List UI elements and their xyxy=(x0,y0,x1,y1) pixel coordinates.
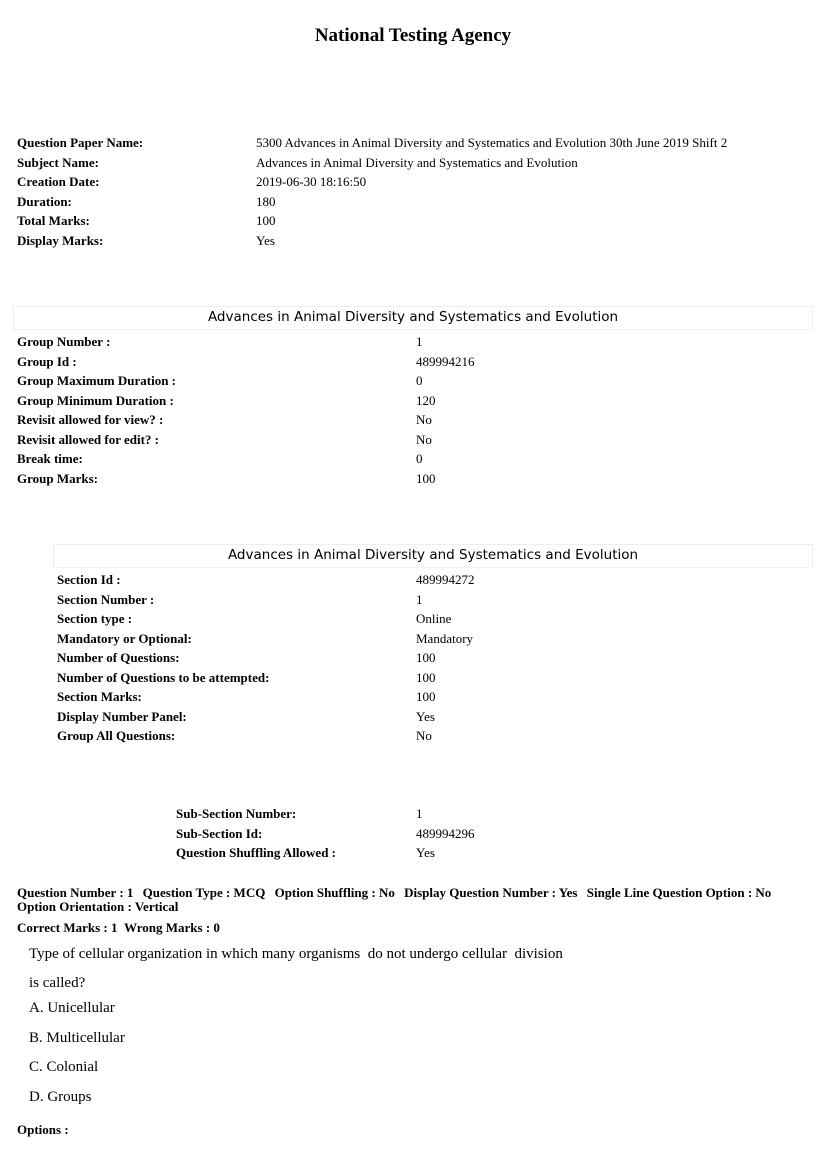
info-row xyxy=(17,133,807,153)
subsection-row xyxy=(176,804,806,824)
group-label: Revisit allowed for view? : xyxy=(17,412,164,427)
section-value: 100 xyxy=(416,689,436,704)
group-label: Break time: xyxy=(17,451,83,466)
group-value: 1 xyxy=(416,334,423,349)
option-a: A. Unicellular xyxy=(29,1000,115,1016)
info-label: Question Paper Name: xyxy=(17,135,144,150)
section-row xyxy=(57,726,807,746)
section-label: Number of Questions to be attempted: xyxy=(57,669,270,685)
info-row xyxy=(17,172,807,192)
section-label: Section Marks: xyxy=(57,689,142,704)
section-row xyxy=(57,570,807,590)
section-label: Number of Questions: xyxy=(57,650,180,665)
section-label: Group All Questions: xyxy=(57,728,176,743)
question-text-line: is called? xyxy=(29,975,86,991)
group-label: Group Id : xyxy=(17,353,77,369)
subsection-info xyxy=(176,804,806,863)
info-label: Total Marks: xyxy=(17,213,90,228)
section-row xyxy=(57,648,807,668)
option-c: C. Colonial xyxy=(29,1059,99,1075)
group-row xyxy=(17,352,807,372)
option-d: D. Groups xyxy=(29,1089,92,1105)
info-value: 2019-06-30 18:16:50 xyxy=(256,174,367,189)
subsection-value: 489994296 xyxy=(416,825,475,841)
group-row xyxy=(17,371,807,391)
section-value: 1 xyxy=(416,591,423,607)
group-label: Group Number : xyxy=(17,334,111,349)
group-value: No xyxy=(416,431,432,447)
section-row xyxy=(57,687,807,707)
group-title: Advances in Animal Diversity and Systematics and Evolution xyxy=(13,306,813,330)
group-row xyxy=(17,430,807,450)
section-row xyxy=(57,668,807,688)
info-label: Duration: xyxy=(17,193,72,209)
section-label: Display Number Panel: xyxy=(57,708,187,724)
option-orientation: Option Orientation : Vertical xyxy=(17,899,179,914)
section-label: Section Id : xyxy=(57,572,121,587)
correct-marks: Correct Marks : 1 xyxy=(17,920,118,935)
wrong-marks: Wrong Marks : 0 xyxy=(123,920,220,935)
info-value: 100 xyxy=(256,213,276,228)
display-question-number: Display Question Number : Yes xyxy=(404,885,578,900)
section-value: 100 xyxy=(416,669,436,685)
info-value: 5300 Advances in Animal Diversity and Systematics and Evolution 30th June 2019 Shift 2 xyxy=(256,135,728,150)
subsection-label: Sub-Section Number: xyxy=(176,806,297,821)
question-text xyxy=(29,940,729,998)
group-value: 0 xyxy=(416,373,423,388)
info-label: Creation Date: xyxy=(17,174,100,189)
section-row xyxy=(57,590,807,610)
section-value: No xyxy=(416,728,432,743)
group-label: Revisit allowed for edit? : xyxy=(17,431,160,447)
option-b: B. Multicellular xyxy=(29,1030,125,1046)
page-title: National Testing Agency xyxy=(314,25,512,46)
section-label: Mandatory or Optional: xyxy=(57,630,192,646)
section-row xyxy=(57,629,807,649)
group-label: Group Minimum Duration : xyxy=(17,392,174,408)
question-meta xyxy=(17,886,807,914)
info-value: Advances in Animal Diversity and Systematics and Evolution xyxy=(256,154,578,170)
section-title: Advances in Animal Diversity and Systematics and Evolution xyxy=(53,544,813,568)
info-value: 180 xyxy=(256,193,276,209)
group-label: Group Maximum Duration : xyxy=(17,373,177,388)
paper-info xyxy=(17,133,807,250)
group-row xyxy=(17,391,807,411)
info-row xyxy=(17,192,807,212)
subsection-label: Sub-Section Id: xyxy=(176,825,263,841)
info-label: Subject Name: xyxy=(17,154,99,170)
question-text-line: Type of cellular organization in which many organisms do not undergo cellular division xyxy=(29,946,563,962)
group-label: Group Marks: xyxy=(17,470,99,486)
section-value: Online xyxy=(416,611,452,626)
section-info xyxy=(57,570,807,746)
group-value: 489994216 xyxy=(416,353,475,369)
section-label: Section type : xyxy=(57,611,133,626)
info-row xyxy=(17,153,807,173)
group-row xyxy=(17,332,807,352)
group-value: 120 xyxy=(416,392,436,408)
group-info xyxy=(17,332,807,488)
section-value: 100 xyxy=(416,650,436,665)
group-row xyxy=(17,469,807,489)
marks-info xyxy=(17,920,220,936)
section-value: Yes xyxy=(416,708,435,724)
options-label: Options : xyxy=(17,1122,69,1137)
question-number: Question Number : 1 xyxy=(17,885,134,900)
subsection-row xyxy=(176,843,806,863)
subsection-label: Question Shuffling Allowed : xyxy=(176,845,337,860)
group-value: 100 xyxy=(416,470,436,486)
group-row xyxy=(17,449,807,469)
section-row xyxy=(57,609,807,629)
subsection-row xyxy=(176,824,806,844)
info-row xyxy=(17,231,807,251)
single-line-option: Single Line Question Option : No xyxy=(586,885,772,900)
info-label: Display Marks: xyxy=(17,232,104,248)
info-value: Yes xyxy=(256,232,275,248)
section-label: Section Number : xyxy=(57,591,155,607)
group-value: No xyxy=(416,412,432,427)
section-row xyxy=(57,707,807,727)
question-type: Question Type : MCQ xyxy=(142,885,266,900)
section-value: Mandatory xyxy=(416,630,474,646)
subsection-value: 1 xyxy=(416,806,423,821)
group-row xyxy=(17,410,807,430)
info-row xyxy=(17,211,807,231)
subsection-value: Yes xyxy=(416,845,435,860)
group-value: 0 xyxy=(416,451,423,466)
option-shuffling: Option Shuffling : No xyxy=(274,885,395,900)
section-value: 489994272 xyxy=(416,572,475,587)
